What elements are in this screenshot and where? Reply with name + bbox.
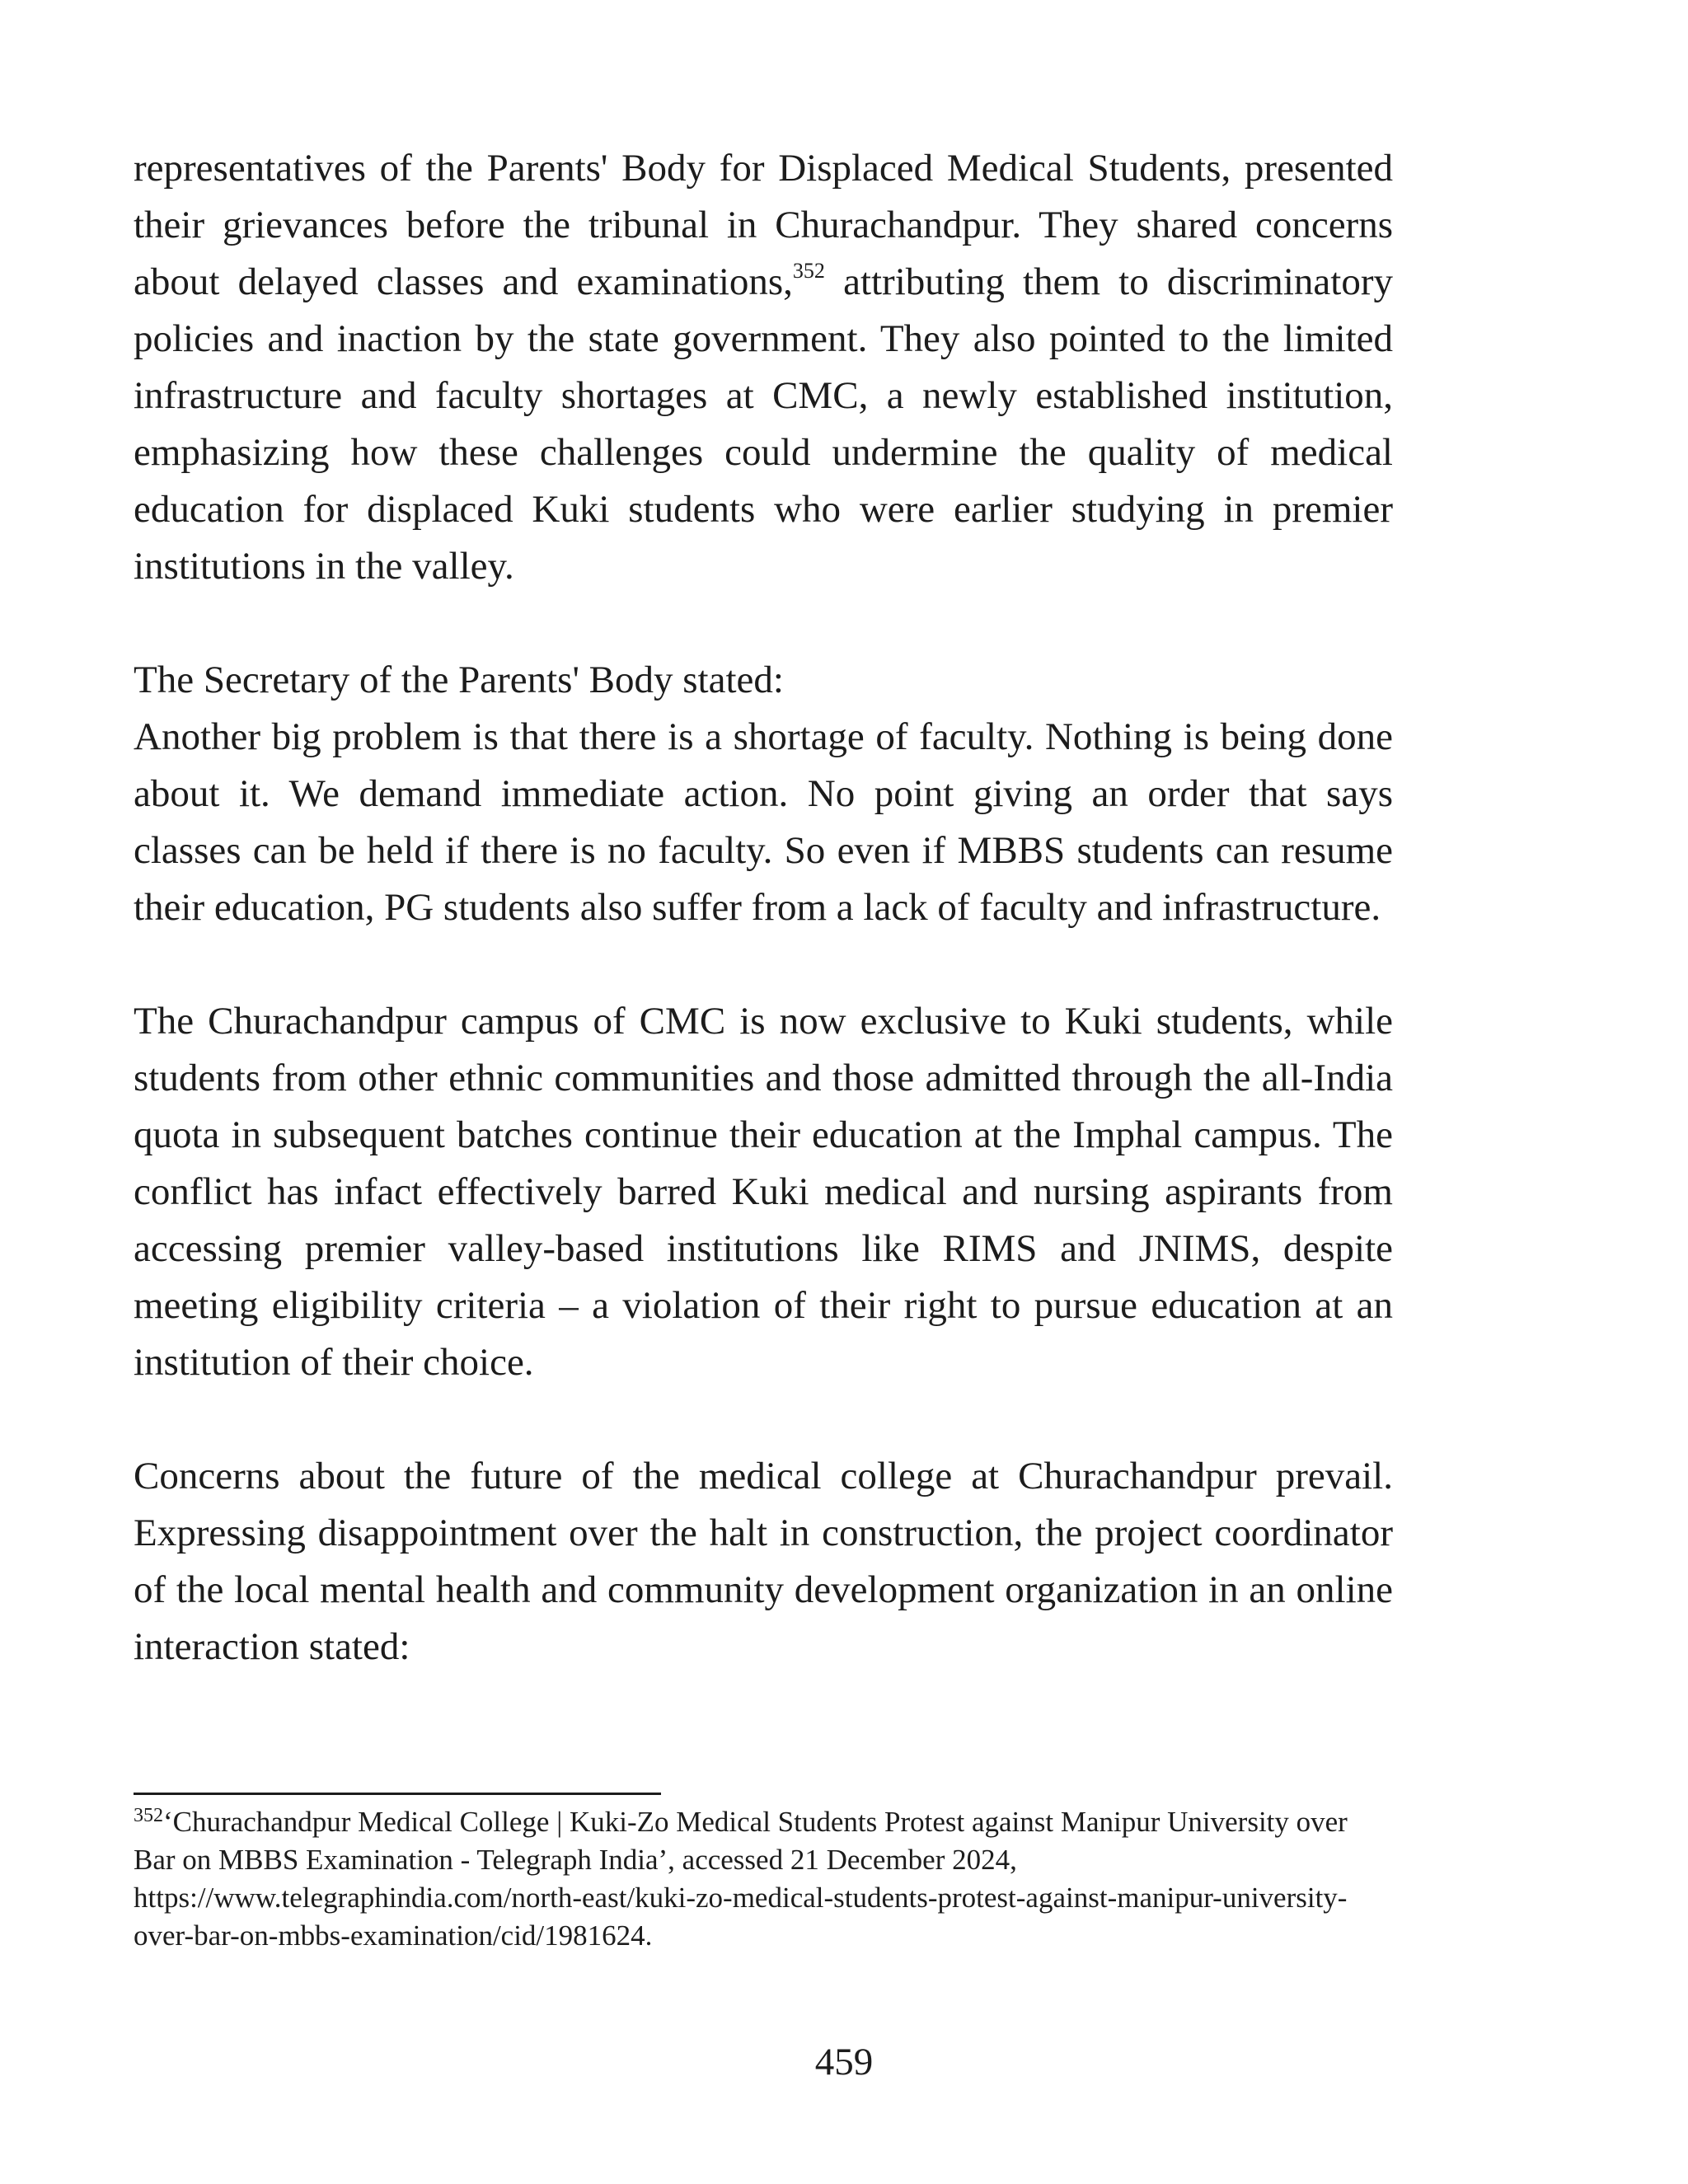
paragraph-text: attributing them to discriminatory policies and inaction by the state government. They also pointed to the limited infrastructure and faculty shortages at CMC, a newly established institution, emphasizing how these challenges could undermine the quality of medical education for displaced Kuki students who were earlier studying in premier institutions in the valley.	[134, 260, 1393, 588]
footnote-reference[interactable]: 352	[792, 259, 825, 283]
footnote-text: ‘Churachandpur Medical College | Kuki-Zo Medical Students Protest against Manipur University over Bar on MBBS Examination - Telegraph India’, accessed 21 December 2024, https://www.telegraphindia.com/north-east/kuki-zo-medical-students-protest-against-manipur-university-over-bar-on-mbbs-examination/cid/1981624.	[134, 1806, 1348, 1952]
paragraph-spacer	[134, 595, 1393, 652]
paragraph-college-future: Concerns about the future of the medical college at Churachandpur prevail. Expressing disappointment over the halt in construction, the project coordinator of the local mental health and community development organization in an online interaction stated:	[134, 1455, 1393, 1668]
paragraph-secretary-intro: The Secretary of the Parents' Body stated:	[134, 658, 784, 701]
footnote-divider	[134, 1793, 661, 1795]
footnote-number: 352	[134, 1805, 163, 1826]
paragraph-tribunal-grievances	[134, 140, 1393, 595]
paragraph-spacer	[134, 936, 1393, 993]
paragraph-spacer	[134, 1391, 1393, 1448]
page-number: 459	[814, 2041, 874, 2083]
paragraph-secretary-quote: Another big problem is that there is a shortage of faculty. Nothing is being done about it. We demand immediate action. No point giving an order that says classes can be held if there is no faculty. So even if MBBS students can resume their education, PG students also suffer from a lack of faculty and infrastructure.	[134, 715, 1393, 929]
paragraph-churachandpur-campus: The Churachandpur campus of CMC is now exclusive to Kuki students, while students from other ethnic communities and those admitted through the all-India quota in subsequent batches continue their education at the Imphal campus. The conflict has infact effectively barred Kuki medical and nursing aspirants from accessing premier valley-based institutions like RIMS and JNIMS, despite meeting eligibility criteria – a violation of their right to pursue education at an institution of their choice.	[134, 1000, 1393, 1384]
paragraph-text: representatives of the Parents' Body for Displaced Medical Students, presented their grievances before the tribunal in Churachandpur. They shared concerns about delayed classes and examinations,	[134, 147, 1393, 303]
footnote-352	[134, 1803, 1393, 1955]
page-body	[134, 140, 1393, 1675]
